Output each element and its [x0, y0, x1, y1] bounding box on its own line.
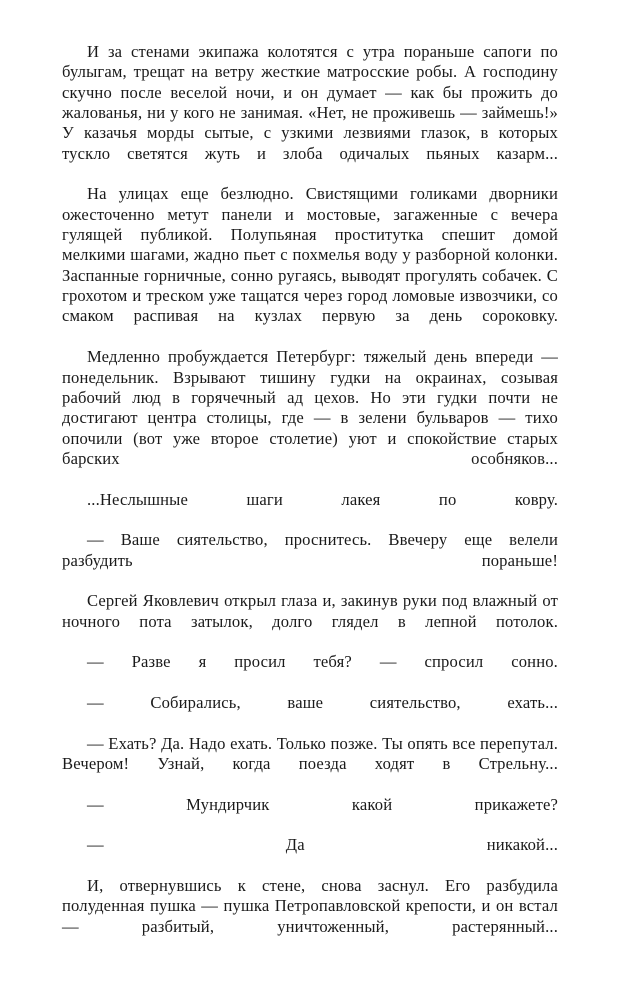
paragraph-dialogue: — Собирались, ваше сиятельство, ехать...: [87, 693, 558, 712]
paragraph-dialogue: — Ваше сиятельство, проснитесь. Ввечеру еще велели разбудить пораньше!: [62, 530, 558, 570]
paragraph: И за стенами экипажа колотятся с утра пораньше сапоги по булыгам, трещат на ветру жесткие матросские робы. А господину скучно после веселой ночи, и он думает — как бы прожить до жалованья, ни у кого не занимая. «Нет, не проживешь — займешь!» У казачья морды сытые, с узкими лезвиями глазок, в которых тускло светятся жуть и злоба одичалых пьяных казарм...: [62, 42, 558, 163]
paragraph: ...Неслышные шаги лакея по ковру.: [87, 489, 558, 509]
paragraph-dialogue: — Разве я просил тебя? — спросил сонно.: [87, 652, 558, 672]
paragraph: И, отвернувшись к стене, снова заснул. Его разбудила полуденная пушка — пушка Петропавловской крепости, и он встал — разбитый, уничтоженный, растерянный...: [62, 876, 558, 936]
page-text-block: [62, 42, 558, 957]
paragraph: На улицах еще безлюдно. Свистящими голиками дворники ожесточенно метут панели и мостовые, загаженные с вечера гулящей публикой. Полупьяная проститутка спешит домой мелкими шагами, жадно пьет с похмелья воду у разборной колонки. Заспанные горничные, сонно ругаясь, выводят прогулять собачек. С грохотом и треском уже тащатся через город ломовые извозчики, со смаком распивая на кузлах первую за день сороковку.: [62, 184, 558, 326]
paragraph: Медленно пробуждается Петербург: тяжелый день впереди — понедельник. Взрывают тишину гудки на окраинах, созывая рабочий люд в горячечный ад цехов. Но эти гудки почти не достигают центра столицы, где — в зелени бульваров — тихо опочили (вот уже второе столетие) уют и спокойствие старых барских особняков...: [62, 347, 558, 468]
paragraph: Сергей Яковлевич открыл глаза и, закинув руки под влажный от ночного пота затылок, долго глядел в лепной потолок.: [62, 591, 558, 631]
paragraph-dialogue: — Да никакой...: [87, 835, 558, 855]
paragraph-dialogue: — Ехать? Да. Надо ехать. Только позже. Ты опять все перепутал. Вечером! Узнай, когда поезда ходят в Стрельну...: [62, 733, 558, 774]
paragraph-dialogue: — Мундирчик какой прикажете?: [87, 794, 558, 814]
